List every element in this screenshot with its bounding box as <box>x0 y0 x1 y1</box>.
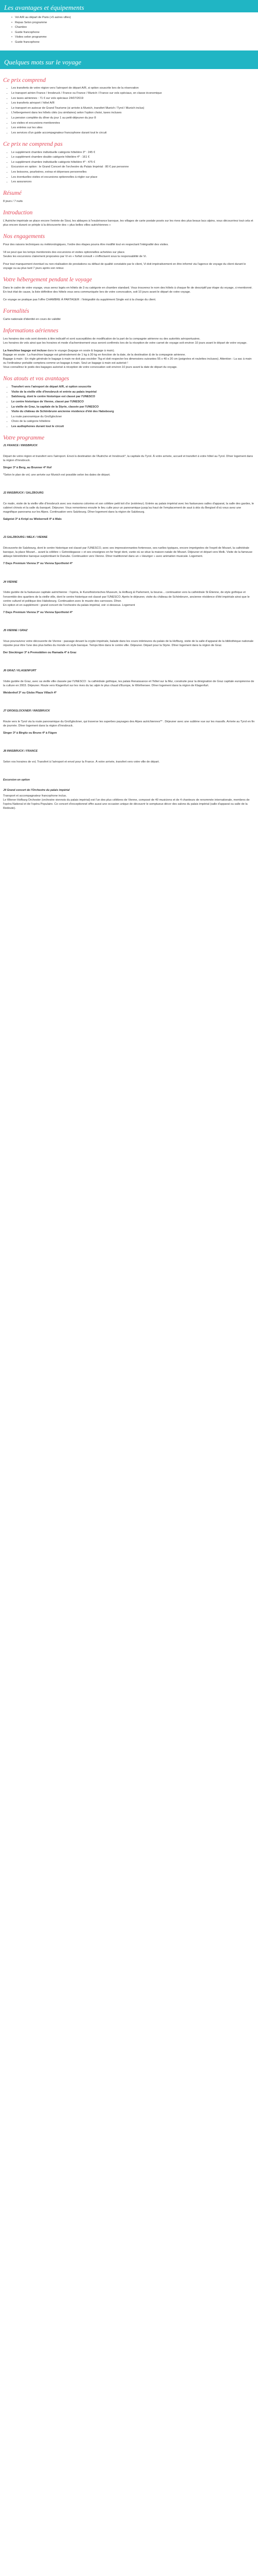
day-heading: J8 INNSBRUCK / FRANCE <box>3 750 38 753</box>
resume-heading: Résumé <box>3 190 22 197</box>
day-block <box>3 629 255 655</box>
introduction-heading: Introduction <box>3 210 33 216</box>
resume-text: 8 jours / 7 nuits <box>3 200 23 204</box>
avantage-item: • Repas Selon programme <box>11 21 251 25</box>
informations-heading: Informations aériennes <box>3 328 59 334</box>
franchise-bold: La franchise bagage est incluse <box>3 349 47 352</box>
hebergement-heading: Votre hébergement pendant le voyage <box>3 277 92 283</box>
prix-ne-item: • Les boissons, pourboires, extras et dépenses personnelles <box>11 170 255 174</box>
day-text: Visite guidée de Graz, avec sa vieille ville classée par l'UNESCO : la cathédrale gothique, les palais Renaissance et l'hôtel sur la Mur, construite pour la désignation de Graz capitale européenne de la culture en 2003. Déjeuner. Route vers Klagenfurt sur les rives du lac alpin le plus chaud d'Europe, le Wörthersee. Dîner logement dans la région de Klagenfurt. <box>3 680 254 688</box>
atout-item: • Visite du château de Schönbrunn ancienne résidence d'été des Habsbourg <box>11 410 255 414</box>
avantage-item: • Guide francophone <box>11 30 251 35</box>
day-hotel: Singer 3* à Birgitz ou Bruno 4* à Fügen <box>3 732 57 735</box>
prix-item: • Les services d'un guide accompagnateur francophone durant tout le circuit <box>11 131 255 135</box>
prix-ne-item: • Excursion en option : le Grand Concert de l'orchestre du Palais Impérial : 80 € par personne <box>11 165 255 169</box>
day-heading: J4 VIENNE <box>3 580 18 584</box>
prix-item: • Les transferts de votre région vers l'aéroport de départ A/R, si option souscrite lors de la réservation <box>11 86 255 90</box>
day-hotel: Weidenhof 3* ou Globo Plaza Villach 4* <box>3 691 57 695</box>
formalites-heading: Formalités <box>3 308 29 315</box>
prix-ne-item: • Le supplément chambre double catégorie hôtelière 4* : 161 € <box>11 155 255 159</box>
franchise-text: dans le voyage (bagage en soute & bagage à main). Bagage en soute : La franchise bagage est généralement de 1 kg à 30 kg en fonction de la date, de la destination & de la compagnie aérienne. Bagage à main : En règle générale le bagage à main ne doit pas excéder 7kg et doit respecter les dimensions suivantes 55 x 40 x 20 cm (poignées et roulettes incluses). Attention : La sac à main ou l'ordinateur portable comptera comme un bagage à main. Seul un bagage à main est autorisé ! Vous connaîtrez le poids des bagages autorisé à réception de votre convocation soit environ 10 jours avant la date de départ du voyage. <box>3 349 252 369</box>
atout-item: • Visite de la vieille ville d'Innsbruck et entrée au palais impérial <box>11 390 255 394</box>
avantages-banner <box>0 0 258 12</box>
avantage-item: • Guide francophone <box>11 40 251 44</box>
prix-item: • La pension complète du dîner du jour 1 au petit-déjeuner du jour 8 <box>11 116 255 120</box>
excursion-subheading: J4 Grand concert de l'Orchestre du palais impérial <box>3 789 70 792</box>
prix-item: • Les visites et excursions mentionnées <box>11 121 255 125</box>
engagements-text-2: Vil se peut que les temps mentionnés des excursions et visites optionnelles achetées sur place. Seules les excursions clairement proposées par Vi en « forfait consult » s'effectuent sous la responsabilité de Vi. <box>3 250 147 258</box>
day-block <box>3 709 255 735</box>
day-heading: J2 INNSBRUCK / SALZBOURG <box>3 492 44 495</box>
prix-item: • Les taxes aériennes : 71 € sur vols spéciaux 24/07/2019 <box>11 96 255 100</box>
atout-item: • Transfert vers l'aéroport de départ A/R, si option souscrite <box>11 385 255 389</box>
excursion-text: Transport et accompagnateur francophone inclus. Le Wiener Hofburg Orchester (orchestre viennois du palais impérial) est l'un des plus célèbres de Vienne, composé de 40 musiciens et de 4 chanteurs de renommée internationale, membres de l'opéra National et de l'opéra Populaire. Ce concert d'exceptionnel offre aussi une occasion unique de découvrir le somptueux décor des salons du palais impérial (salle d'apparat ou salle de la Redoute). <box>3 794 250 810</box>
day-hotel: Der Steckinger 3* à Premstätten ou Ramada 4* à Graz <box>3 651 77 655</box>
day-heading: J6 GRAZ / KLAGENFURT <box>3 669 37 673</box>
day-heading: J7 GROßGLOCKNER / INNSBRUCK <box>3 709 50 713</box>
avantage-item: • Chambre <box>11 25 251 29</box>
programme-heading: Votre programme <box>3 435 44 442</box>
prix-item: • Les entrées sur les sites <box>11 126 255 130</box>
atout-item: • Choix de la catégorie hôtelière <box>11 419 255 423</box>
day-text: Route vers le Tyrol via la route panoramique du Großglockner, qui traverse les superbes paysages des Alpes autrichiennes** . Déjeuner avec une sublime vue sur les massifs. Arrivée au Tyrol en fin de journée. Dîner logement dans la région d'Innsbruck. <box>3 720 255 728</box>
formalites-text: Carte nationale d'identité en cours de validité <box>3 317 61 321</box>
atout-item: • La route panoramique du Großglockner <box>11 415 255 419</box>
atout-item: • Salzbourg, dont le centre historique est classé par l'UNESCO <box>11 395 255 399</box>
day-block <box>3 581 255 615</box>
prix-ne-item: • Les assurances <box>11 180 255 184</box>
hebergement-text-1: Dans le cadre de votre voyage, vous serez logés en hôtels de 3 ou catégorie en chambre standard. Vous trouverez le nom des hôtels à chaque fin de descriptif par étape du voyage, ci-mentionné. En tout état de cause, la liste définitive des hôtels vous sera communiquée lors de votre convocation, soit 10 jours avant le départ de votre voyage. <box>3 286 253 294</box>
day-block <box>3 444 255 477</box>
avantage-item: • Vol A/R au départ de Paris (+5 autres villes) <box>11 15 251 20</box>
prix-ne-comprend-heading: Ce prix ne comprend pas <box>3 141 63 147</box>
informations-text-1: Les horaires des vols sont donnés à titre indicatif et sont susceptibles de modification de la part de la compagnie aérienne ou des autorités aéroportuaires. Les horaires de vols ainsi que les horaires et mode d'acheminement vous seront confirmés lors de la réception de votre carnet de voyage soit environ 10 jours avant le départ de votre voyage. <box>3 337 248 345</box>
day-heading: J5 VIENNE / GRAZ <box>3 629 28 632</box>
hebergement-text-2: Ce voyage se pratique pas l'offre CHAMBRE À PARTAGER : l'intégralité du supplément Single est à la charge du client. <box>3 298 156 302</box>
day-text: Départ de votre région et transfert vers l'aéroport. Envol à destination de l'Autriche et Innsbruck*, la capitale du Tyrol. À votre arrivée, accueil et transfert à votre hôtel au Tyrol. Dîner logement dans la région d'Innsbruck. <box>3 454 253 462</box>
atout-item: • Les audiophones durant tout le circuit <box>11 425 255 429</box>
day-text: Visite guidée de la fastueuse capitale autrichienne : l'opéra, le Kunsthistorisches Museum, la Hofburg & Parlement, la bourse... continuation vers la cathédrale St Étienne, de style gothique et l'ensemble des quartiers de la vieille ville, dont le centre historique est classé par l'UNESCO. Après le déjeuner, visite du château de Schönbrunn, ancienne résidence d'été impériale ainsi que le centre culturel et politique des Habsbourg. Continuation avec le musée des carrosses. Dîner. En option et en supplément : grand concert de l'orchestre du palais impérial, voir ci-dessous. Logement <box>3 591 250 607</box>
day-hotel: Salgnist 3* à Kröpl ou Wiebernell 4* à Wals <box>3 518 62 521</box>
day-text: Vous poursuivrez votre découverte de Vienne : passage devant la crypte impériale, balade dans les cours intérieures du palais de la Hofburg, visite de la salle d'apparat de la bibliothèque nationale réputée pour être l'une des plus belles du monde en style baroque. Temps libre dans le centre ville. Déjeuner. Départ pour la Styrie. Dîner logement dans la région de Graz. <box>3 639 254 647</box>
quelques-mots-title: Quelques mots sur le voyage <box>4 58 82 66</box>
engagements-text-1: Pour des raisons techniques ou météorologiques, l'ordre des étapes pourra être modifié tout en respectant l'intégralité des visites. <box>3 243 169 246</box>
prix-comprend-heading: Ce prix comprend <box>3 77 46 83</box>
prix-item: • Le transport en autocar de Grand Tourisme (si arrivée à Munich, transfert Munich / Tyrol / Munich inclus) <box>11 106 255 110</box>
day-heading: J1 FRANCE / INNSBRUCK <box>3 444 38 447</box>
quelques-mots-banner <box>0 50 258 69</box>
day-block <box>3 492 255 521</box>
prix-ne-item: • Le supplément chambre individuelle catégorie hôtelière 3* : 245 € <box>11 150 255 155</box>
prix-item: • Les transferts aéroport / hôtel A/R <box>11 101 255 105</box>
prix-comprend-section <box>0 69 258 816</box>
engagements-heading: Nos engagements <box>3 233 45 240</box>
day-hotel: 7 Days Premium Vienna 3* ou Vienna Sporthotel 4* <box>3 562 73 566</box>
prix-ne-item: • Le supplément chambre individuelle catégorie hôtelière 4* : 475 € <box>11 160 255 164</box>
atout-item: • Le centre historique de Vienne, classé par l'UNESCO <box>11 400 255 404</box>
excursion-heading: Excursion en option <box>3 778 30 782</box>
prix-ne-item: • Les éventuelles visites et excursions optionnelles à régler sur place <box>11 175 255 179</box>
informations-text-2 <box>3 349 255 370</box>
engagements-text-3: Pour tout manquement éventuel ou non-réalisation de prestations ou défaut de qualité constatée par le client, Vi doit impérativement en être informé via l'agence de voyage du client durant le voyage ou au plus tard 7 jours après son retour. <box>3 263 246 270</box>
day-hotel: 7 Days Premium Vienna 3* ou Vienna Sporthotel 4* <box>3 611 73 614</box>
avantage-item: • Visites selon programme <box>11 35 251 39</box>
day-block <box>3 669 255 695</box>
day-text: Selon vos horaires de vol, Transfert à l'aéroport et envol pour la France. À votre arrivée, transfert vers votre ville de départ. <box>3 760 160 764</box>
prix-item: • Le transport aérien France / Innsbruck / France ou France / Munich / France sur vols spéciaux, en classe économique <box>11 91 255 95</box>
day-block <box>3 750 255 764</box>
introduction-text: L'Autriche impériale se place encore l'entrée de Sissi, les abbayes à l'exubérance baroque, les villages de carte postale posés sur les rives des plus beaux lacs alpins, vous découvrirez tout cela et plus encore durant ce périple à la découverte des « plus belles villes autrichiennes » <box>3 219 253 227</box>
day-hotel: Singer 3* à Berg, au Brunner 4* Hof <box>3 466 52 469</box>
avantages-list <box>0 12 258 50</box>
day-note: *Selon le plan de vol, une arrivée sur Munich est possible selon les dates de départ. <box>3 473 110 477</box>
day-block <box>3 536 255 566</box>
atout-item: • La vieille de Graz, la capitale de la Styrie, classée par l'UNESCO <box>11 405 255 409</box>
avantages-title: Les avantages et équipements <box>4 4 84 11</box>
day-text: Ce matin, visite de la vieille ville d'Innsbruck avec ses maisons colorées et son célèbre petit toit d'or (extérieur). Entrée au palais impérial avec les fastueuses salles d'apparat, la salle des gardes, le cabinet chinois et la salle du banquet. Déjeuner. Vous remonterez ensuite le lieu culte pour un panoramique jusqu'au haut de l'emplacement de saut à skis du Bergisel d'où vous avez une magnifique panorama sur les Alpes. Continuation vers Salzbourg. Dîner logement dans la région de Salzbourg. <box>3 502 254 514</box>
day-text: Découverte de Salzbourg, dont le centre historique est classé par l'UNESCO, avec ses impressionnantes forteresse, ses ruelles typiques, encore imprégnées de l'esprit de Mozart, la cathédrale baroque, la place Mozart... avant la célèbre « Getreidegasse » et ses enseignes en fer forgé dont, vante où se situe la maison natale de Mozart. Déjeuner et départ vers Melk. Visite de la fameuse abbaye bénédictine baroque surplombant le Danube. Continuation vers Vienne. Dîner traditionnel dans un « Heuriger » avec animation musicale. Logement. <box>3 547 253 558</box>
day-heading: J3 SALZBOURG / MELK / VIENNE <box>3 536 47 539</box>
prix-item: • L'hébergement dans les hôtels cités (ou similaires) selon l'option choisi, taxes incluses <box>11 111 255 115</box>
atouts-heading: Nos atouts et vos avantages <box>3 376 69 382</box>
